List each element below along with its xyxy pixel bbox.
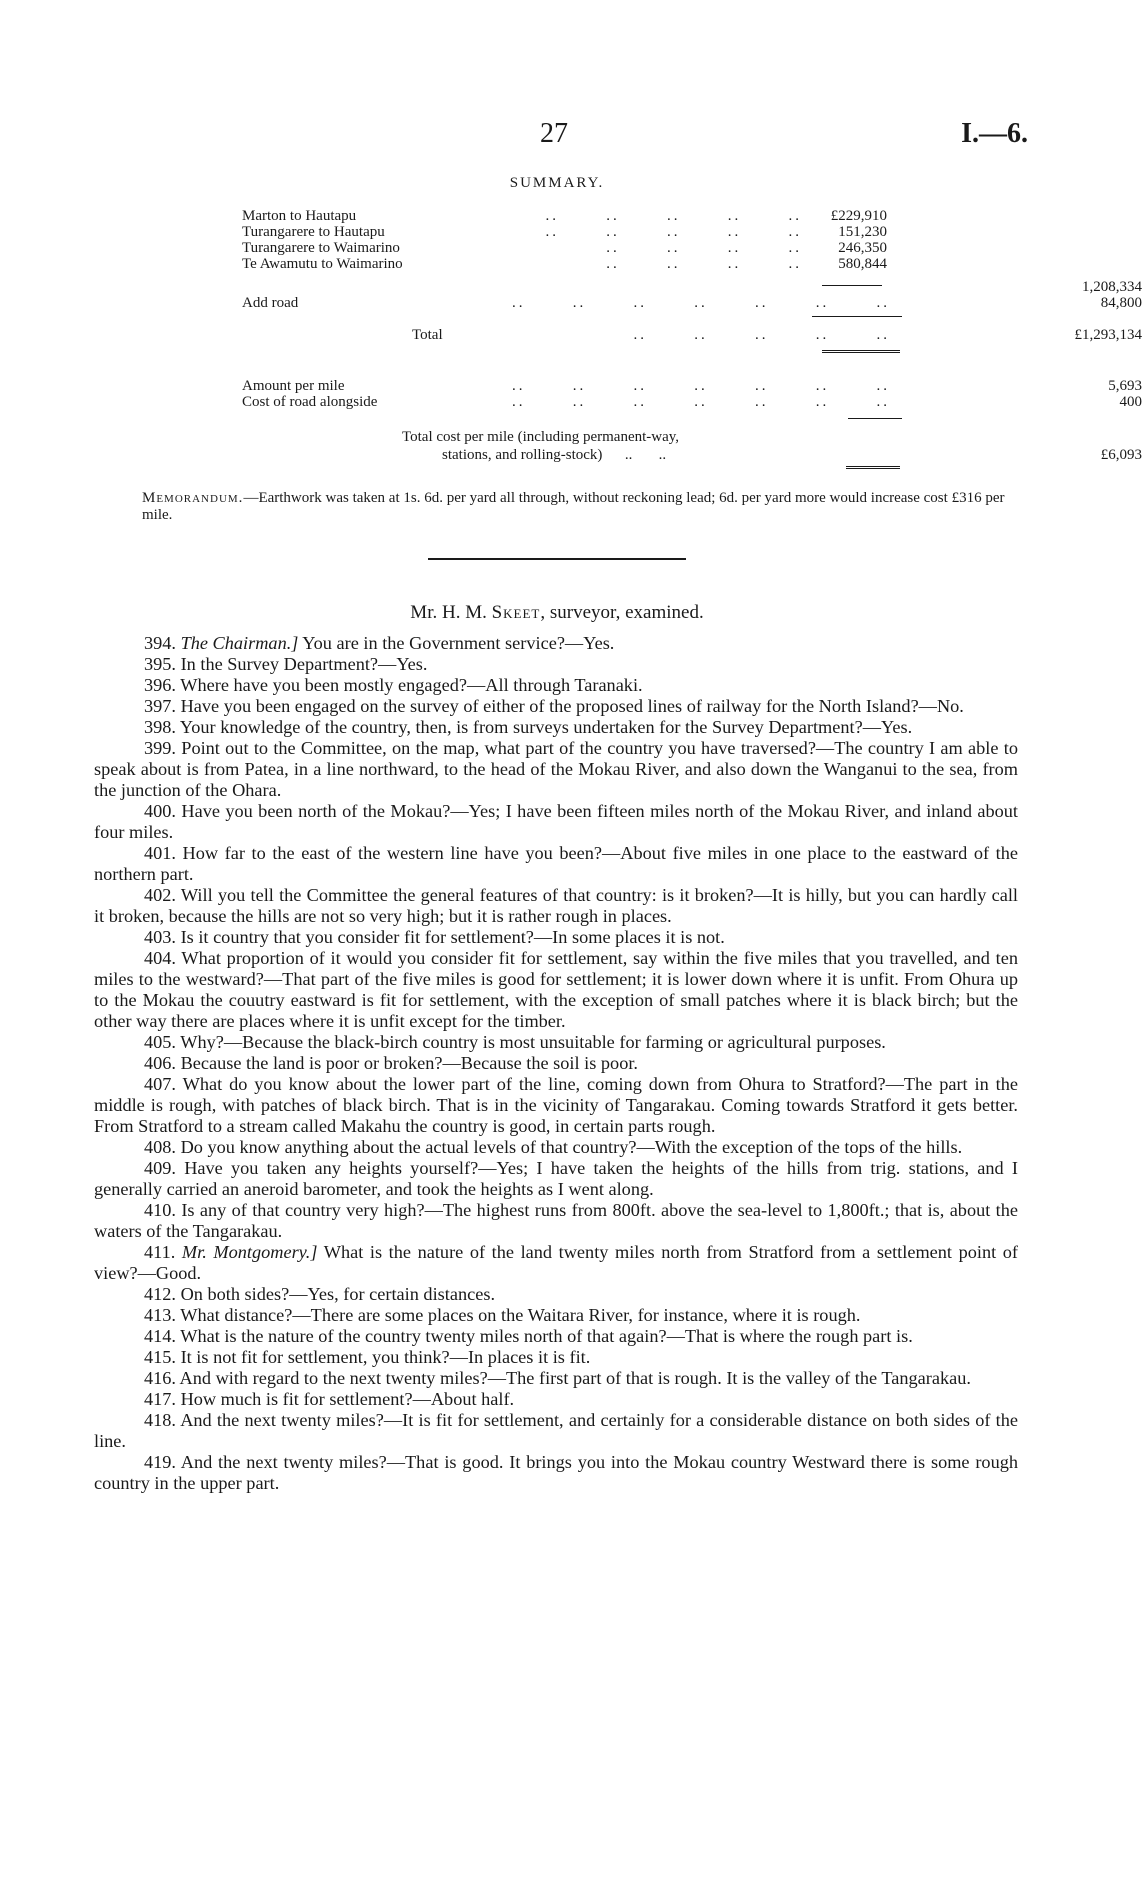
summary-row-label: Turangarere to Waimarino: [242, 240, 400, 256]
total-double-rule: [822, 350, 900, 353]
per-mile-label: Cost of road alongside: [242, 394, 378, 410]
question-paragraph: 419. And the next twenty miles?—That is good. It brings you into the Mokau country Westward there is some rough country in the upper part.: [94, 1452, 1018, 1493]
summary-row-label: Turangarere to Hautapu: [242, 224, 385, 240]
summary-row-value: 151,230: [838, 224, 887, 240]
question-paragraph: 418. And the next twenty miles?—It is fit for settlement, and certainly for a considerable distance on both sides of the line.: [94, 1410, 1018, 1451]
summary-row-label: Te Awamutu to Waimarino: [242, 256, 403, 272]
question-paragraph: [94, 633, 1018, 654]
leader-dots: .. .. .. .. ..: [633, 327, 890, 343]
total-per-mile-double-rule: [846, 466, 900, 469]
leader-dots: .. .. .. .. ..: [545, 224, 802, 240]
leader-dots: .. .. .. ..: [606, 256, 802, 272]
leader-dots: .. .. .. .. ..: [545, 208, 802, 224]
summary-row-value: 580,844: [838, 256, 887, 272]
question-paragraph: 402. Will you tell the Committee the general features of that country: is it broken?—It is hilly, but you can hardly call it broken, because the hills are not so very high; but it is rather rough in places.: [94, 885, 1018, 926]
section-separator: [428, 558, 686, 560]
per-mile-value: 5,693: [1108, 378, 1142, 394]
summary-row-value: £229,910: [830, 208, 887, 224]
summary-title: SUMMARY.: [509, 175, 605, 191]
total-per-mile-row: [242, 446, 1142, 464]
question-paragraph: [94, 1242, 1018, 1284]
question-paragraph: 417. How much is fit for settlement?—About half.: [144, 1389, 515, 1409]
witness-suffix: , surveyor, examined.: [540, 602, 704, 623]
add-road-value: 84,800: [1100, 295, 1142, 311]
speaker: Mr. Montgomery.]: [181, 1242, 318, 1262]
document-reference: I.—6.: [961, 118, 1028, 149]
examination-transcript: [94, 633, 1018, 1494]
question-paragraph: 407. What do you know about the lower part of the line, coming down from Ohura to Stratford?—The part in the middle is rough, with patches of black birch. That is in the vicinity of Tangarakau. Coming towards Stratford it gets better. From Stratford to a stream called Makahu the country is good, in certain parts rough.: [94, 1074, 1018, 1136]
question-paragraph: 410. Is any of that country very high?—The highest runs from 800ft. above the sea-level to 1,800ft.; that is, about the waters of the Tangarakau.: [94, 1200, 1018, 1241]
total-per-mile-line2-text: stations, and rolling-stock): [442, 447, 603, 463]
question-paragraph: 401. How far to the east of the western line have you been?—About five miles in one place to the eastward of the northern part.: [94, 843, 1018, 884]
question-number: 394.: [144, 633, 181, 653]
question-paragraph: 405. Why?—Because the black-birch country is most unsuitable for farming or agricultural purposes.: [144, 1032, 886, 1052]
memorandum-text: —Earthwork was taken at 1s. 6d. per yard all through, without reckoning lead; 6d. per yard more would increase cost £316 per mile.: [142, 490, 1005, 523]
total-per-mile-line2: stations, and rolling-stock) .. ..: [442, 447, 667, 463]
question-paragraph: 398. Your knowledge of the country, then, is from surveys undertaken for the Survey Department?—Yes.: [144, 717, 913, 737]
per-mile-rule: [848, 418, 902, 419]
question-paragraph: 408. Do you know anything about the actual levels of that country?—With the exception of the tops of the hills.: [144, 1137, 963, 1157]
leader-dots: .. .. .. ..: [606, 240, 802, 256]
question-paragraph: 414. What is the nature of the country twenty miles north of that again?—That is where the rough part is.: [144, 1326, 913, 1346]
page-number: 27: [540, 118, 568, 149]
leader-dots: .. .. .. .. .. .. ..: [512, 394, 890, 410]
summary-row-label: Marton to Hautapu: [242, 208, 357, 224]
question-paragraph: 412. On both sides?—Yes, for certain distances.: [144, 1284, 496, 1304]
add-road-label: Add road: [242, 295, 299, 311]
question-paragraph: 415. It is not fit for settlement, you think?—In places it is fit.: [144, 1347, 591, 1367]
total-per-mile-line1: Total cost per mile (including permanent-way,: [402, 429, 680, 445]
summary-row: [242, 255, 902, 273]
memorandum: [142, 490, 1017, 524]
speaker: The Chairman.]: [180, 633, 299, 653]
total-row: [242, 326, 1142, 344]
question-paragraph: 396. Where have you been mostly engaged?—All through Taranaki.: [144, 675, 643, 695]
witness-name: Skeet: [491, 602, 541, 623]
question-text: What is the nature of the land twenty miles north from Stratford from a settlement point of view?—Good.: [94, 1242, 1018, 1283]
per-mile-row: [242, 393, 1142, 411]
witness-prefix: Mr. H. M.: [410, 602, 492, 623]
question-paragraph: 397. Have you been engaged on the survey of either of the proposed lines of railway for the North Island?—No.: [144, 696, 964, 716]
question-paragraph: 404. What proportion of it would you consider fit for settlement, say within the five miles that you travelled, and ten miles to the westward?—That part of the five miles is good for settlement; it is lower down where it is unfit. From Ohura up to the Mokau the couutry eastward is fit for settlement, with the exception of small patches where it is black birch; but the other way there are places where it is unfit except for the timber.: [94, 948, 1018, 1031]
question-paragraph: 416. And with regard to the next twenty miles?—The first part of that is rough. It is the valley of the Tangarakau.: [144, 1368, 971, 1388]
witness-heading: [0, 602, 1114, 624]
leader-dots: .. .. .. .. .. .. ..: [512, 378, 890, 394]
total-rule: [812, 316, 902, 317]
question-number: 411.: [144, 1242, 182, 1262]
question-text: You are in the Government service?—Yes.: [298, 633, 615, 653]
question-paragraph: 400. Have you been north of the Mokau?—Yes; I have been fifteen miles north of the Mokau River, and inland about four miles.: [94, 801, 1018, 842]
sections-subtotal: 1,208,334: [1082, 279, 1142, 295]
total-per-mile-value: £6,093: [1100, 447, 1142, 463]
add-road-row: [242, 294, 1142, 312]
memorandum-label: Memorandum.: [142, 490, 244, 506]
summary-row-value: 246,350: [838, 240, 887, 256]
question-paragraph: 395. In the Survey Department?—Yes.: [144, 654, 428, 674]
question-paragraph: 403. Is it country that you consider fit for settlement?—In some places it is not.: [144, 927, 725, 947]
total-label: Total: [412, 327, 443, 343]
per-mile-label: Amount per mile: [242, 378, 345, 394]
question-paragraph: 409. Have you taken any heights yourself?—Yes; I have taken the heights of the hills from trig. stations, and I generally carried an aneroid barometer, and took the heights as I went along.: [94, 1158, 1018, 1199]
total-value: £1,293,134: [1074, 327, 1142, 343]
question-paragraph: 399. Point out to the Committee, on the map, what part of the country you have traversed?—The country I am able to speak about is from Patea, in a line northward, to the head of the Mokau River, and also down the Wanganui to the sea, from the junction of the Ohara.: [94, 738, 1018, 800]
per-mile-value: 400: [1119, 394, 1142, 410]
question-paragraph: 413. What distance?—There are some places on the Waitara River, for instance, where it is rough.: [144, 1305, 861, 1325]
leader-dots: .. .. .. .. .. .. ..: [512, 295, 890, 311]
question-paragraph: 406. Because the land is poor or broken?—Because the soil is poor.: [144, 1053, 638, 1073]
